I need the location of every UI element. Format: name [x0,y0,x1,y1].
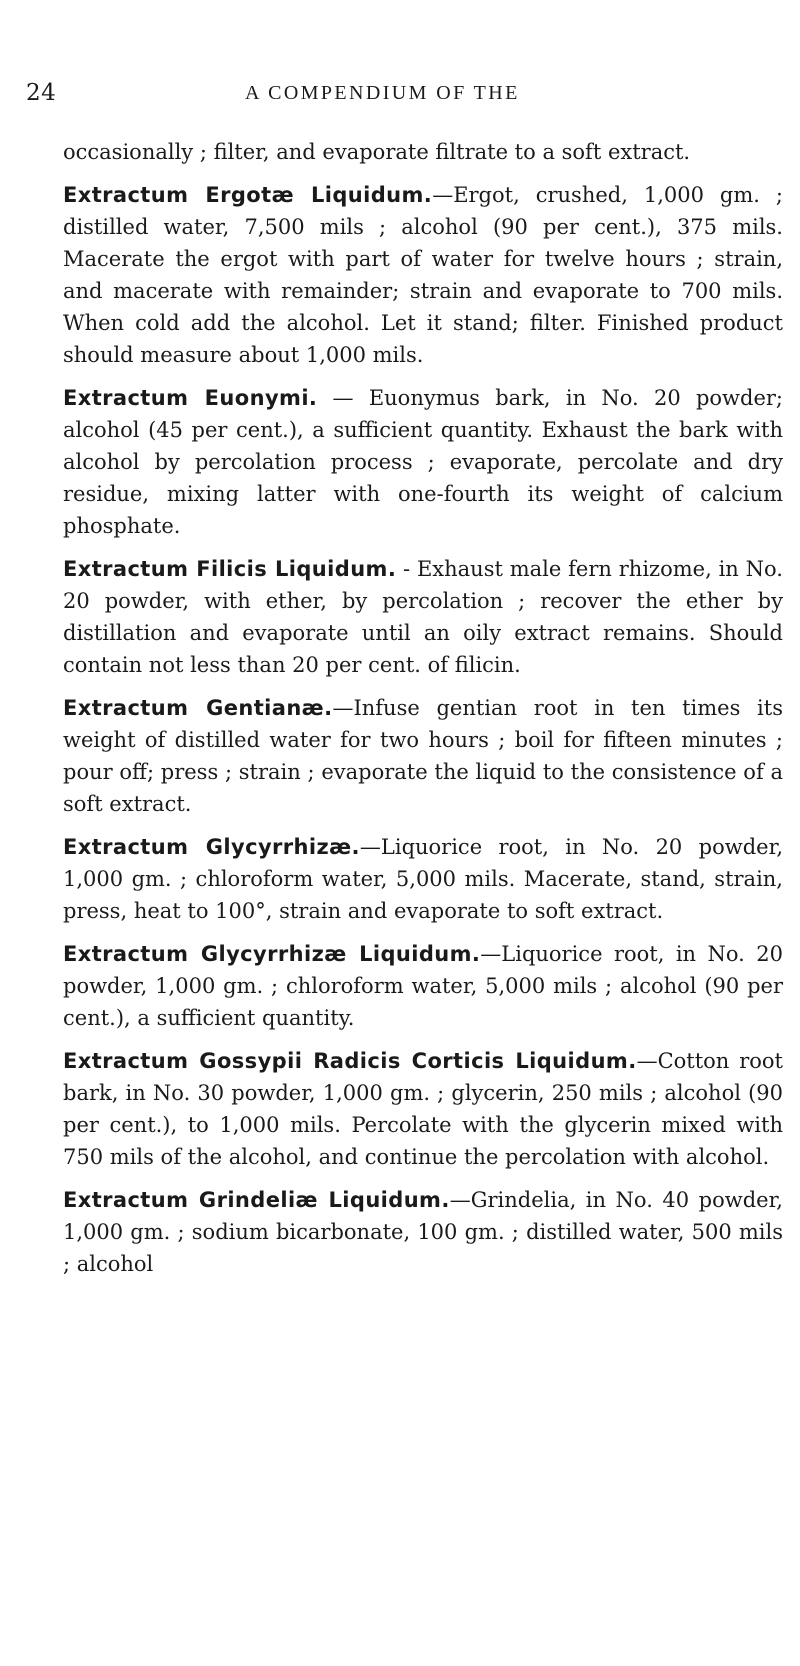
entry-text: —Ergot, crushed, 1,000 gm. ; distilled water, 7,500 mils ; alcohol (90 per cent.), 375 mils. Macerate the ergot with part of water for twelve hours ; strain, and macerate with remainder; strain and evaporate to 700 mils. When cold add the alcohol. Let it stand; filter. Finished product should measure about 1,000 mils. [63,183,784,367]
entry-text: —Cotton root bark, in No. 30 powder, 1,000 gm. ; glycerin, 250 mils ; alcohol (90 per cent.), to 1,000 mils. Percolate with the glycerin mixed with 750 mils of the alcohol, and continue the percolation with alcohol. [63,1049,783,1169]
entry-text: —Grindelia, in No. 40 powder, 1,000 gm. ; sodium bicarbonate, 100 gm. ; distilled water, 500 mils ; alcohol [63,1188,783,1276]
paragraph-continuation [63,136,783,168]
entry-extractum-gossypii-radicis-corticis-liquidum [63,1045,783,1173]
entry-extractum-glycyrrhizae [63,831,783,927]
entry-heading: Extractum Euonymi. [63,386,318,410]
entry-extractum-filicis-liquidum [63,553,783,681]
entry-text: - Exhaust male fern rhizome, in No. 20 powder, with ether, by percolation ; recover the ether by distillation and evaporate until an oily extract remains. Should contain not less than 20 per cent. of filicin. [63,557,783,677]
entry-extractum-euonymi [63,382,783,542]
running-title: A COMPENDIUM OF THE [245,82,520,104]
entry-text: —Liquorice root, in No. 20 powder, 1,000 gm. ; chloroform water, 5,000 mils ; alcohol (90 per cent.), a sufficient quantity. [63,942,783,1030]
page-number: 24 [26,80,57,106]
entry-heading: Extractum Gentianæ. [63,696,333,720]
entry-text: —Liquorice root, in No. 20 powder, 1,000 gm. ; chloroform water, 5,000 mils. Macerate, stand, strain, press, heat to 100°, strain and evaporate to soft extract. [63,835,783,923]
entry-extractum-gentianae [63,692,783,820]
entry-heading: Extractum Grindeliæ Liquidum. [63,1188,450,1212]
entry-text: —Infuse gentian root in ten times its weight of distilled water for two hours ; boil for fifteen minutes ; pour off; press ; strain ; evaporate the liquid to the consistence of a soft extract. [63,696,783,816]
body-text [63,136,783,1291]
entry-extractum-ergotae-liquidum [63,179,783,371]
entry-heading: Extractum Glycyrrhizæ Liquidum. [63,942,481,966]
entry-heading: Extractum Glycyrrhizæ. [63,835,360,859]
running-head [0,80,800,110]
entry-extractum-grindeliae-liquidum [63,1184,783,1280]
entry-heading: Extractum Gossypii Radicis Corticis Liquidum. [63,1049,637,1073]
entry-heading: Extractum Filicis Liquidum. [63,557,397,581]
paragraph-text: occasionally ; filter, and evaporate filtrate to a soft extract. [63,140,691,164]
entry-text: — Euonymus bark, in No. 20 powder; alcohol (45 per cent.), a sufficient quantity. Exhaust the bark with alcohol by percolation process ; evaporate, percolate and dry residue, mixing latter with one-fourth its weight of calcium phosphate. [63,386,783,538]
entry-extractum-glycyrrhizae-liquidum [63,938,783,1034]
entry-heading: Extractum Ergotæ Liquidum. [63,183,433,207]
